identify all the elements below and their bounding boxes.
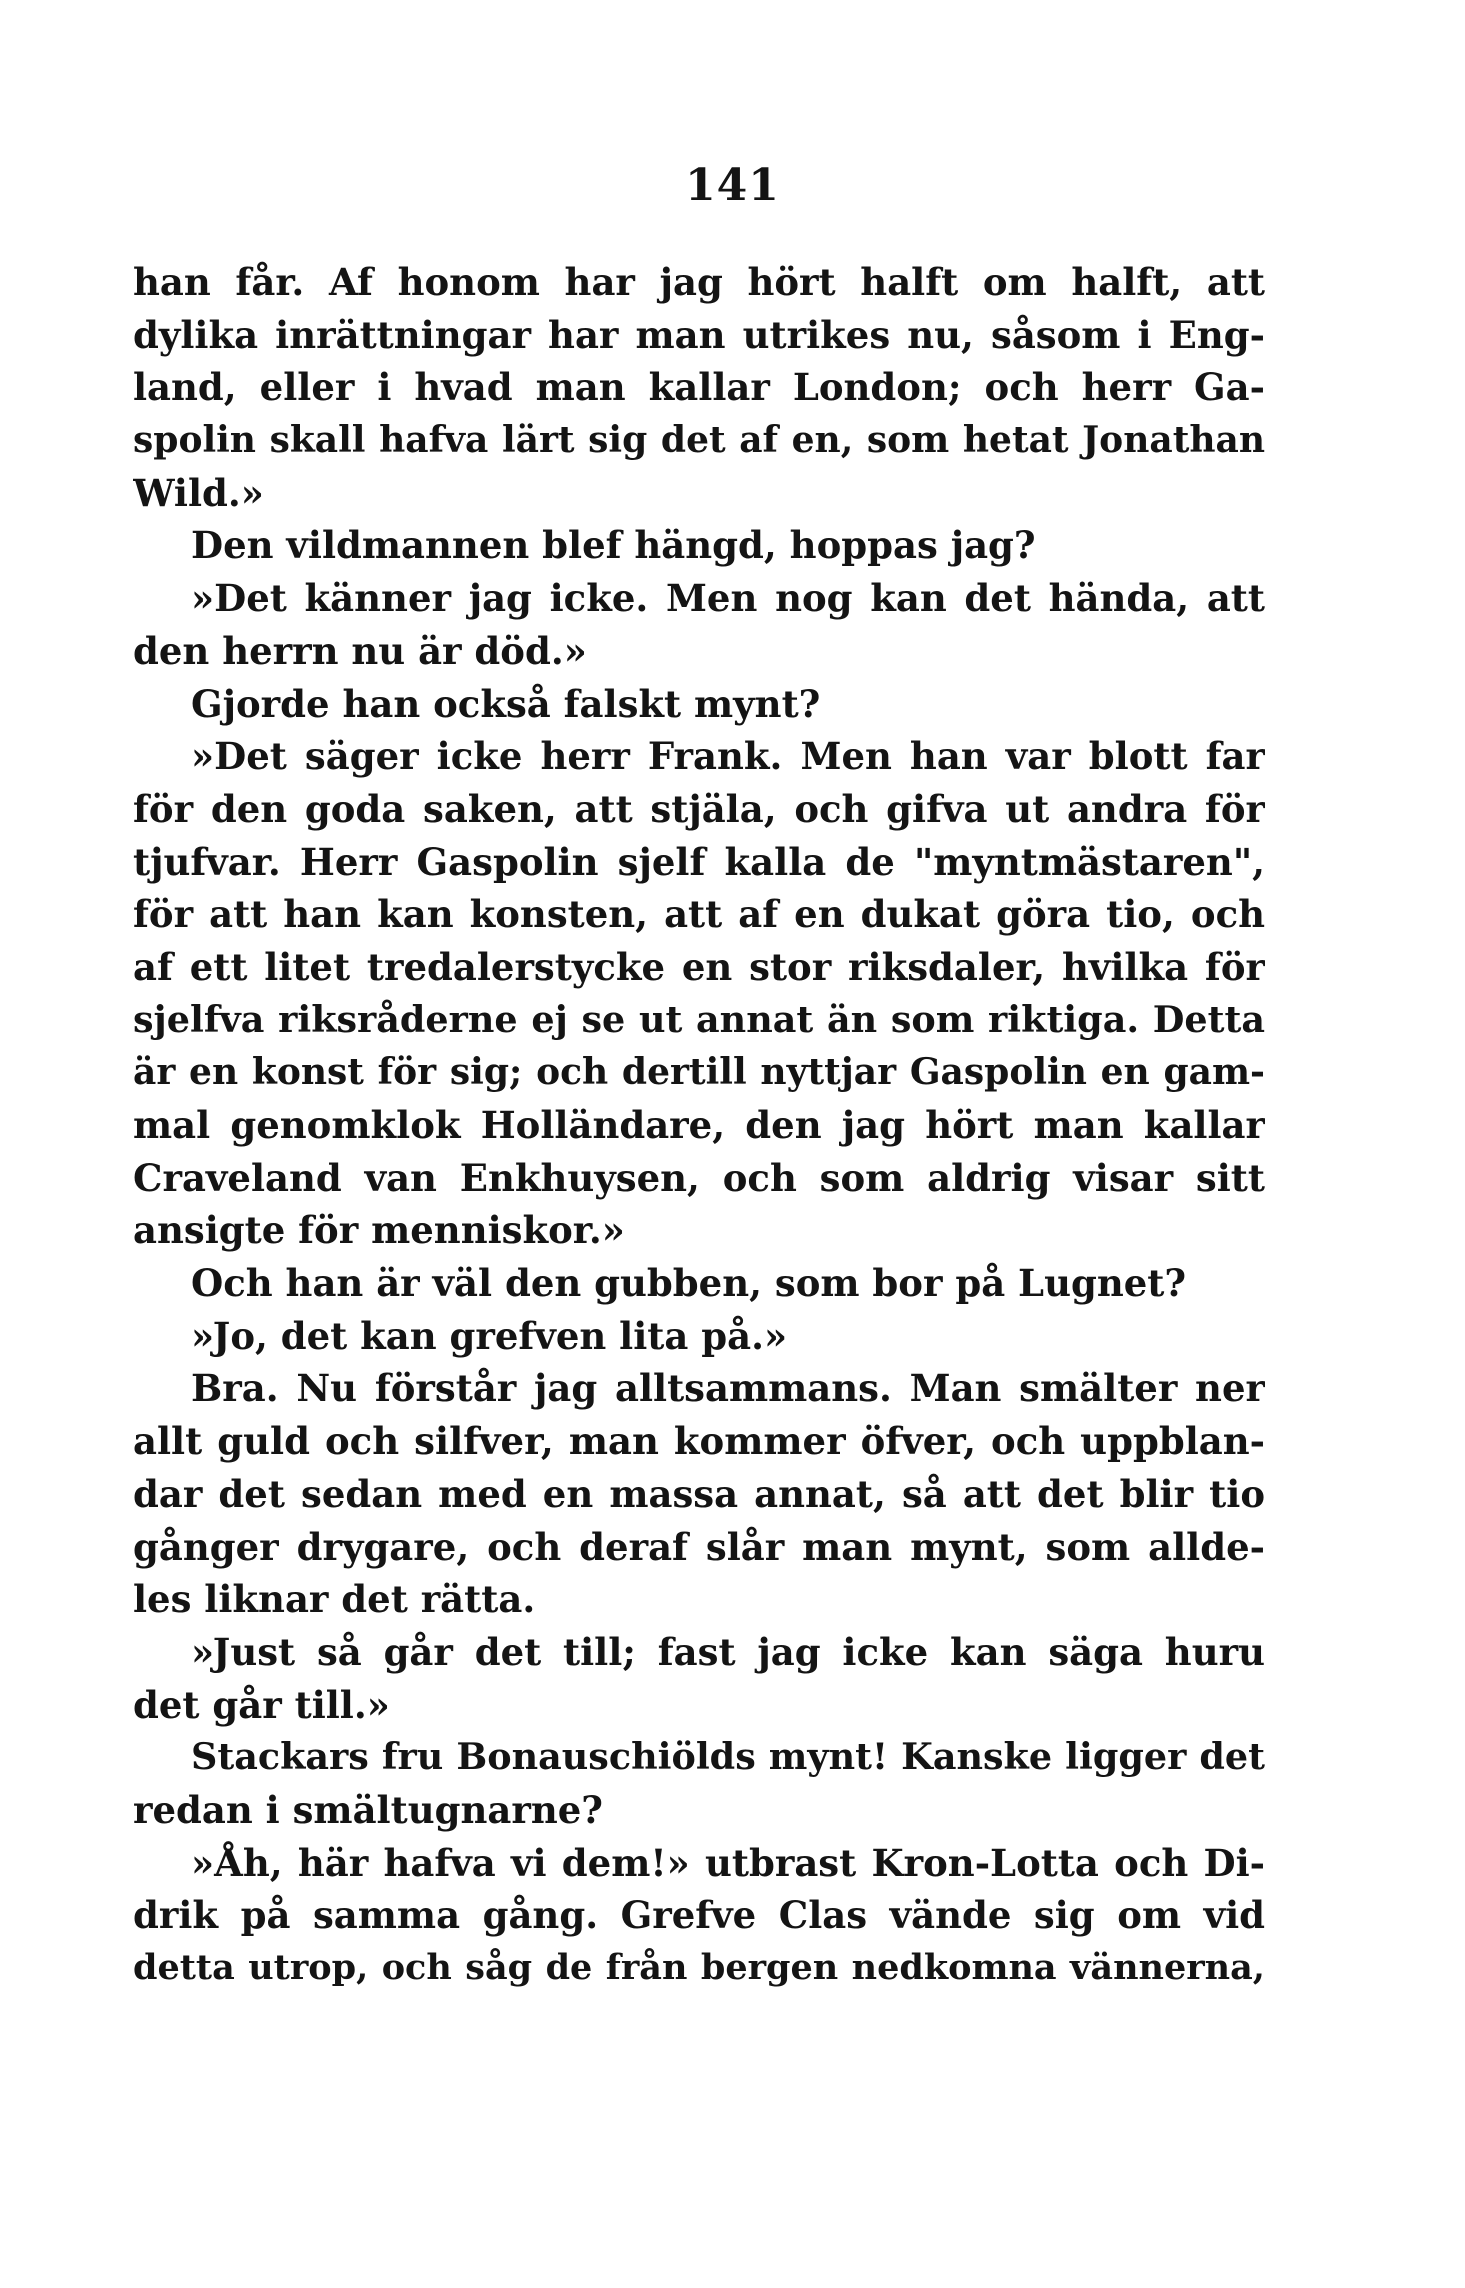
text-line: af ett litet tredalerstycke en stor riksdaler, hvilka för: [133, 944, 1265, 989]
text-line: mal genomklok Holländare, den jag hört man kallar: [133, 1103, 1265, 1147]
text-line: den herrn nu är död.»: [133, 628, 587, 673]
text-line: Gjorde han också falskt mynt?: [191, 681, 821, 726]
text-line: »Det känner jag icke. Men nog kan det hända, att: [191, 576, 1265, 621]
text-line: Stackars fru Bonauschiölds mynt! Kanske ligger det: [191, 1735, 1265, 1779]
text-line: Wild.»: [133, 470, 264, 515]
text-line: »Det säger icke herr Frank. Men han var blott far: [191, 734, 1265, 779]
text-line: ansigte för menniskor.»: [133, 1208, 625, 1253]
text-line: tjufvar. Herr Gaspolin sjelf kalla de "myntmästaren",: [133, 839, 1265, 884]
text-line: drik på samma gång. Grefve Clas vände sig om vid: [133, 1893, 1265, 1938]
text-line: dylika inrättningar har man utrikes nu, såsom i Eng-: [133, 312, 1265, 357]
body-text: [133, 256, 1265, 1995]
text-line: för att han kan konsten, att af en dukat göra tio, och: [133, 892, 1265, 937]
text-line: är en konst för sig; och dertill nyttjar Gaspolin en gam-: [133, 1051, 1265, 1094]
text-line: gånger drygare, och deraf slår man mynt, som allde-: [133, 1524, 1265, 1569]
text-line: Craveland van Enkhuysen, och som aldrig visar sitt: [133, 1155, 1265, 1200]
text-line: sjelfva riksråderne ej se ut annat än som riktiga. Detta: [133, 997, 1265, 1041]
text-line: dar det sedan med en massa annat, så att det blir tio: [133, 1471, 1265, 1516]
text-line: detta utrop, och såg de från bergen nedkomna vännerna,: [133, 1947, 1265, 1988]
text-line: spolin skall hafva lärt sig det af en, som hetat Jonathan: [133, 419, 1265, 462]
text-line: det går till.»: [133, 1682, 390, 1727]
page-number: 141: [685, 160, 780, 211]
text-line: han får. Af honom har jag hört halft om halft, att: [133, 260, 1265, 304]
text-line: Bra. Nu förstår jag alltsammans. Man smälter ner: [191, 1366, 1265, 1411]
text-line: Och han är väl den gubben, som bor på Lugnet?: [191, 1261, 1187, 1306]
text-line: Den vildmannen blef hängd, hoppas jag?: [191, 523, 1036, 568]
text-line: »Åh, här hafva vi dem!» utbrast Kron-Lotta och Di-: [191, 1840, 1265, 1885]
text-line: allt guld och silfver, man kommer öfver, och uppblan-: [133, 1419, 1265, 1464]
text-line: för den goda saken, att stjäla, och gifva ut andra för: [133, 786, 1265, 831]
text-line: land, eller i hvad man kallar London; och herr Ga-: [133, 365, 1265, 410]
text-line: les liknar det rätta.: [133, 1577, 536, 1622]
text-line: »Jo, det kan grefven lita på.»: [191, 1313, 788, 1358]
text-line: redan i smältugnarne?: [133, 1787, 603, 1832]
text-line: »Just så går det till; fast jag icke kan säga huru: [191, 1629, 1265, 1674]
